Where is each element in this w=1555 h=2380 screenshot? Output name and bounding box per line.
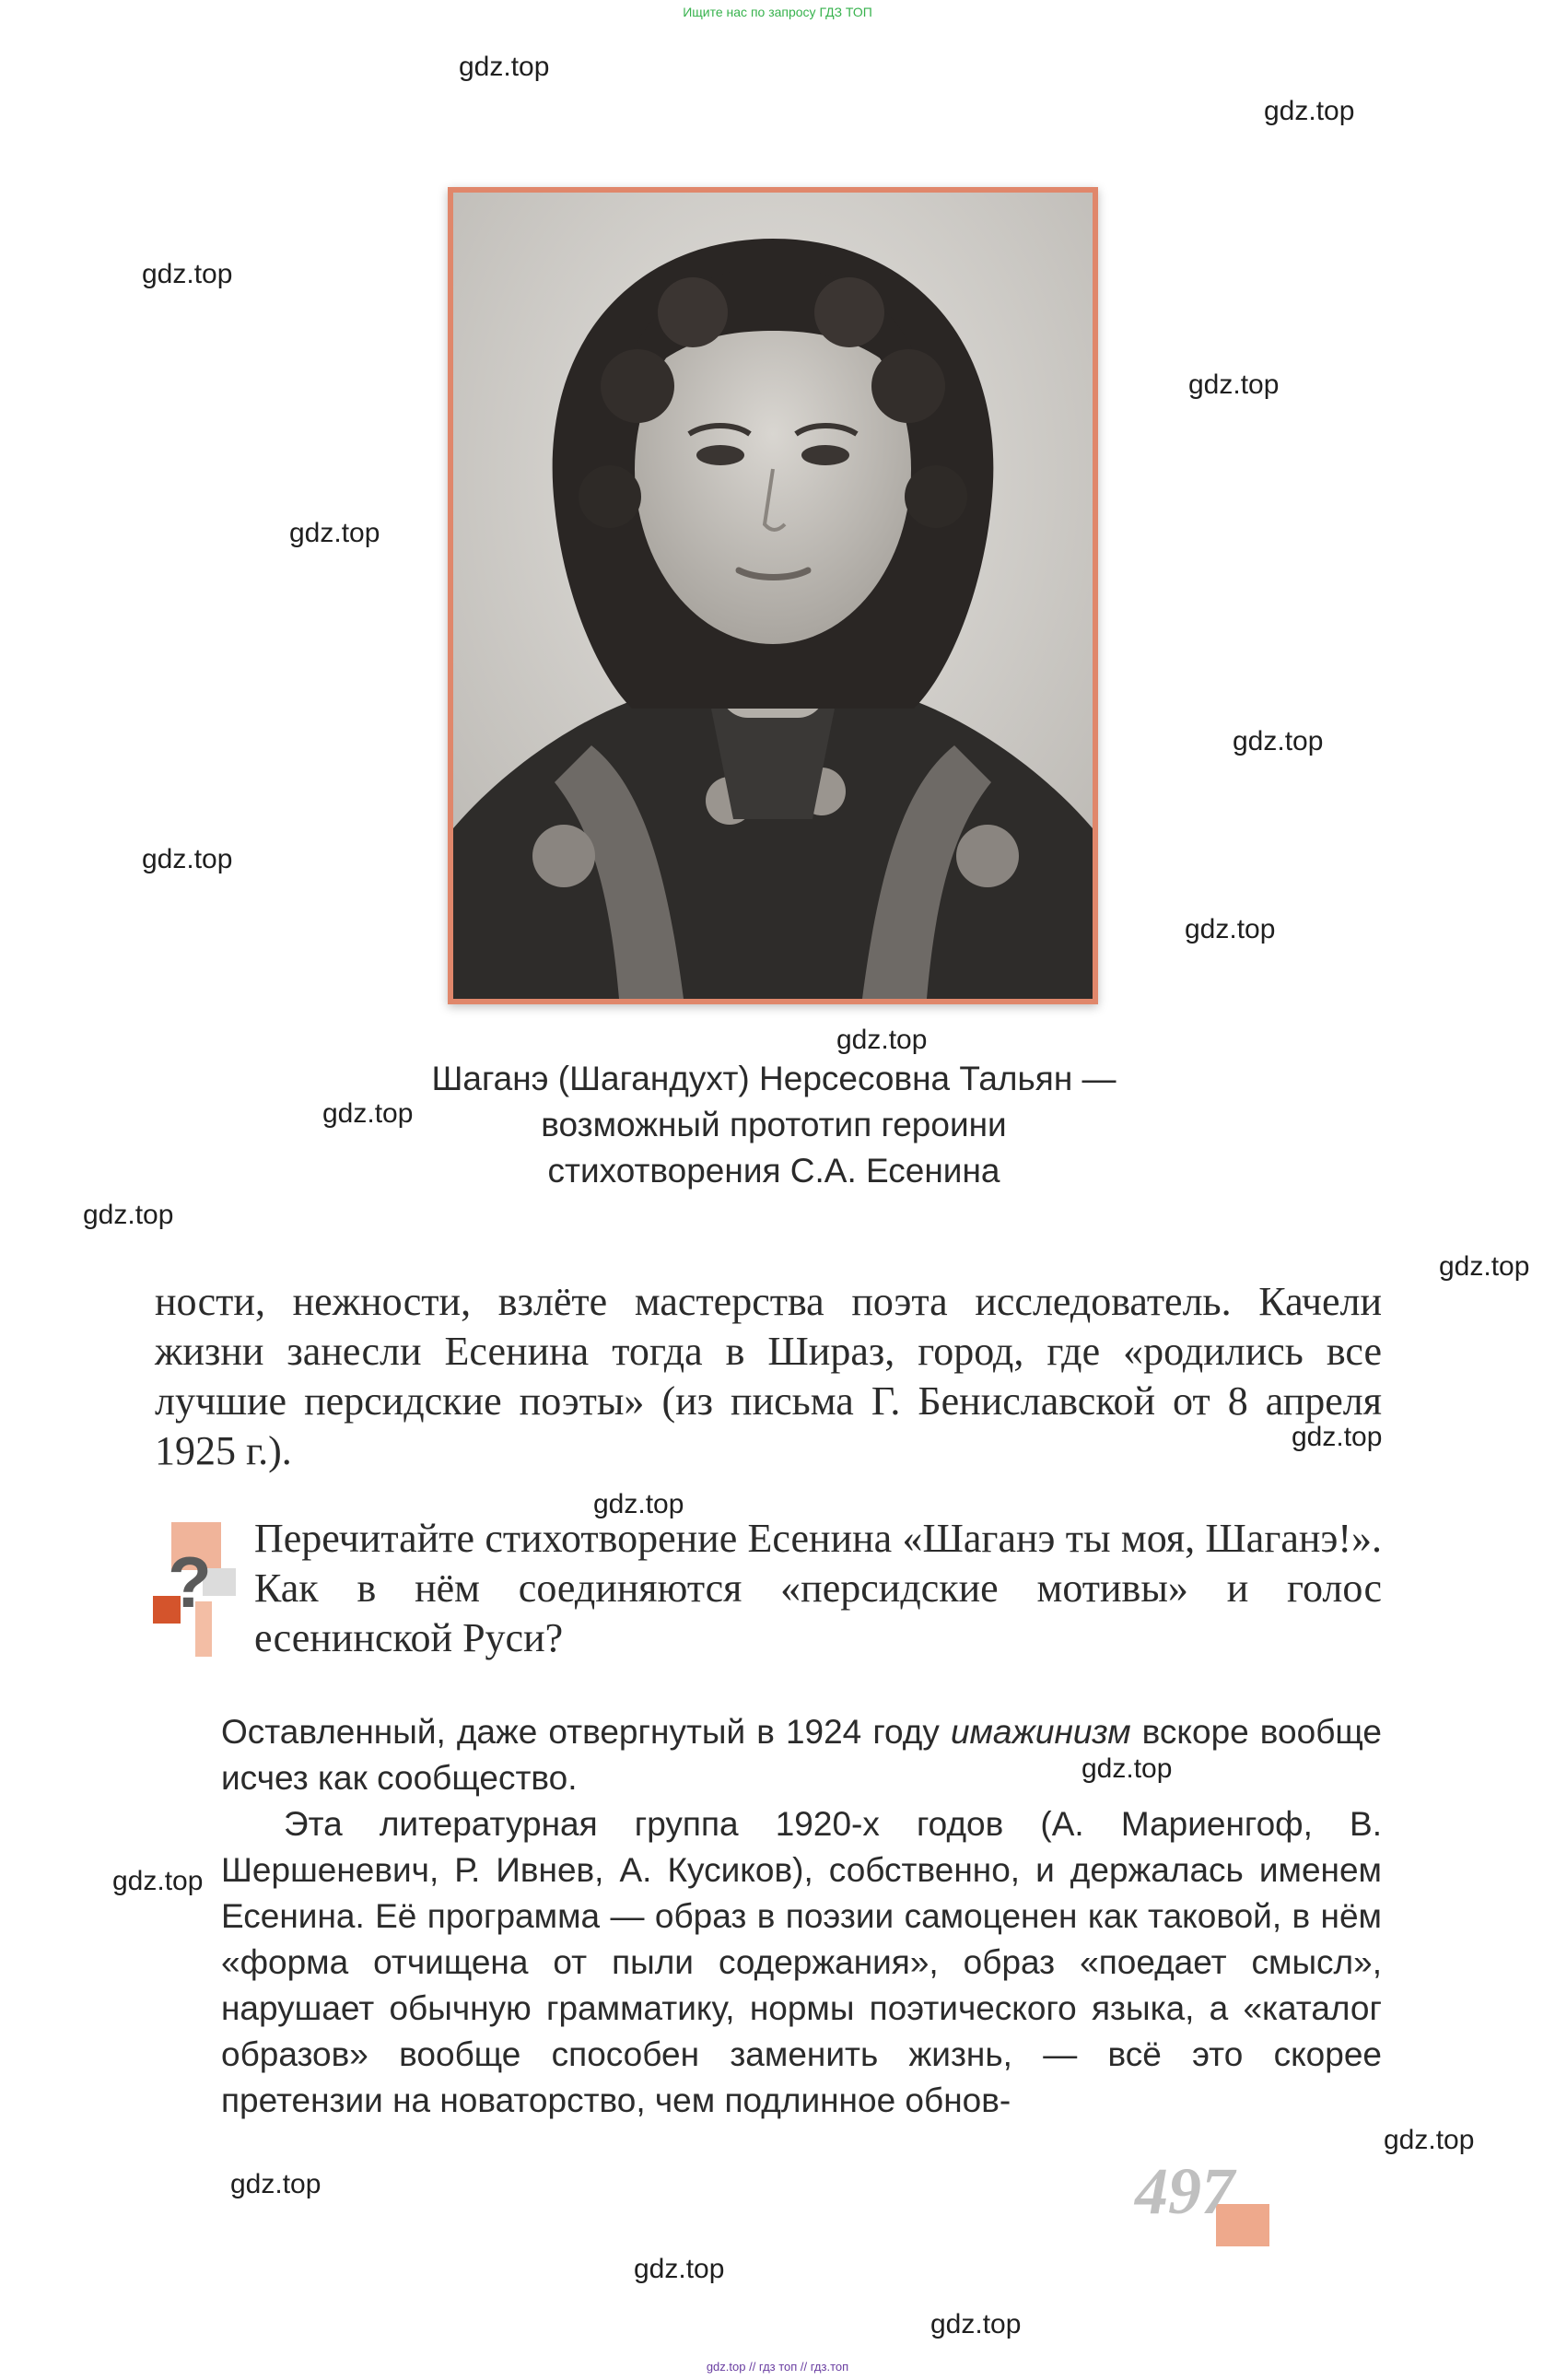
- watermark: gdz.top: [930, 2309, 1022, 2339]
- watermark: gdz.top: [1264, 96, 1355, 126]
- watermark: gdz.top: [593, 1489, 684, 1519]
- paragraph-text: вскоре вообще исчез как сообщество.: [221, 1713, 1382, 1797]
- question-text: Перечитайте стихотворение Есенина «Шаганэ ты моя, Шаганэ!». Как в нём соединяются «персидские мотивы» и голос есенинской Руси?: [254, 1516, 1382, 1660]
- portrait-illustration: [453, 193, 1093, 999]
- caption-line: Шаганэ (Шагандухт) Нерсесовна Тальян —: [431, 1060, 1117, 1097]
- question-mark-icon: [153, 1522, 238, 1660]
- photo-caption: [368, 1056, 1179, 1194]
- page-number: 497: [1135, 2154, 1234, 2228]
- watermark: gdz.top: [112, 1866, 204, 1896]
- question-task: [254, 1514, 1382, 1663]
- watermark: gdz.top: [142, 259, 233, 289]
- watermark: gdz.top: [230, 2169, 322, 2199]
- footer-note: gdz.top // гдз топ // гдз.топ: [706, 2360, 849, 2374]
- watermark: gdz.top: [836, 1025, 928, 1055]
- watermark: gdz.top: [142, 844, 233, 874]
- watermark: gdz.top: [1384, 2125, 1475, 2155]
- watermark: gdz.top: [1081, 1753, 1173, 1784]
- caption-line: возможный прототип героини: [541, 1106, 1007, 1143]
- watermark: gdz.top: [1233, 726, 1324, 756]
- watermark: gdz.top: [1439, 1251, 1530, 1282]
- watermark: gdz.top: [634, 2254, 725, 2284]
- paragraph-imaginism: [221, 1709, 1382, 1801]
- paragraph-text: Оставленный, даже отвергнутый в 1924 году: [221, 1713, 951, 1751]
- watermark: gdz.top: [1188, 369, 1280, 400]
- portrait-photo: [448, 187, 1098, 1004]
- watermark: gdz.top: [1292, 1422, 1383, 1452]
- paragraph-text: ности, нежности, взлёте мастерства поэта исследователь. Качели жизни занесли Есенина тогда в Шираз, город, где «родились все лучшие персидские поэты» (из письма Г. Бениславской от 8 апреля 1925 г.).: [155, 1279, 1382, 1473]
- main-text: [221, 1709, 1382, 2124]
- watermark: gdz.top: [289, 518, 380, 548]
- emphasis-term: имажинизм: [950, 1713, 1131, 1751]
- continued-paragraph: [155, 1277, 1382, 1476]
- svg-text:?: ?: [168, 1542, 212, 1623]
- paragraph-group: Эта литературная группа 1920-х годов (А. Мариенгоф, В. Шершеневич, Р. Ивнев, А. Кусиков), собственно, и держалась именем Есенина. Её программа — образ в поэзии самоценен как таковой, в нём «форма отчищена от пыли содержания», образ «поедает смысл», нарушает обычную грамматику, нормы поэтического языка, а «каталог образов» вообще способен заменить жизнь, — всё это скорее претензии на новаторство, чем подлинное обнов-: [221, 1805, 1382, 2119]
- caption-line: стихотворения С.А. Есенина: [547, 1152, 1000, 1190]
- watermark: gdz.top: [1185, 914, 1276, 944]
- watermark: gdz.top: [459, 52, 550, 82]
- header-note: Ищите нас по запросу ГДЗ ТОП: [683, 5, 872, 19]
- watermark: gdz.top: [322, 1098, 414, 1129]
- watermark: gdz.top: [83, 1200, 174, 1230]
